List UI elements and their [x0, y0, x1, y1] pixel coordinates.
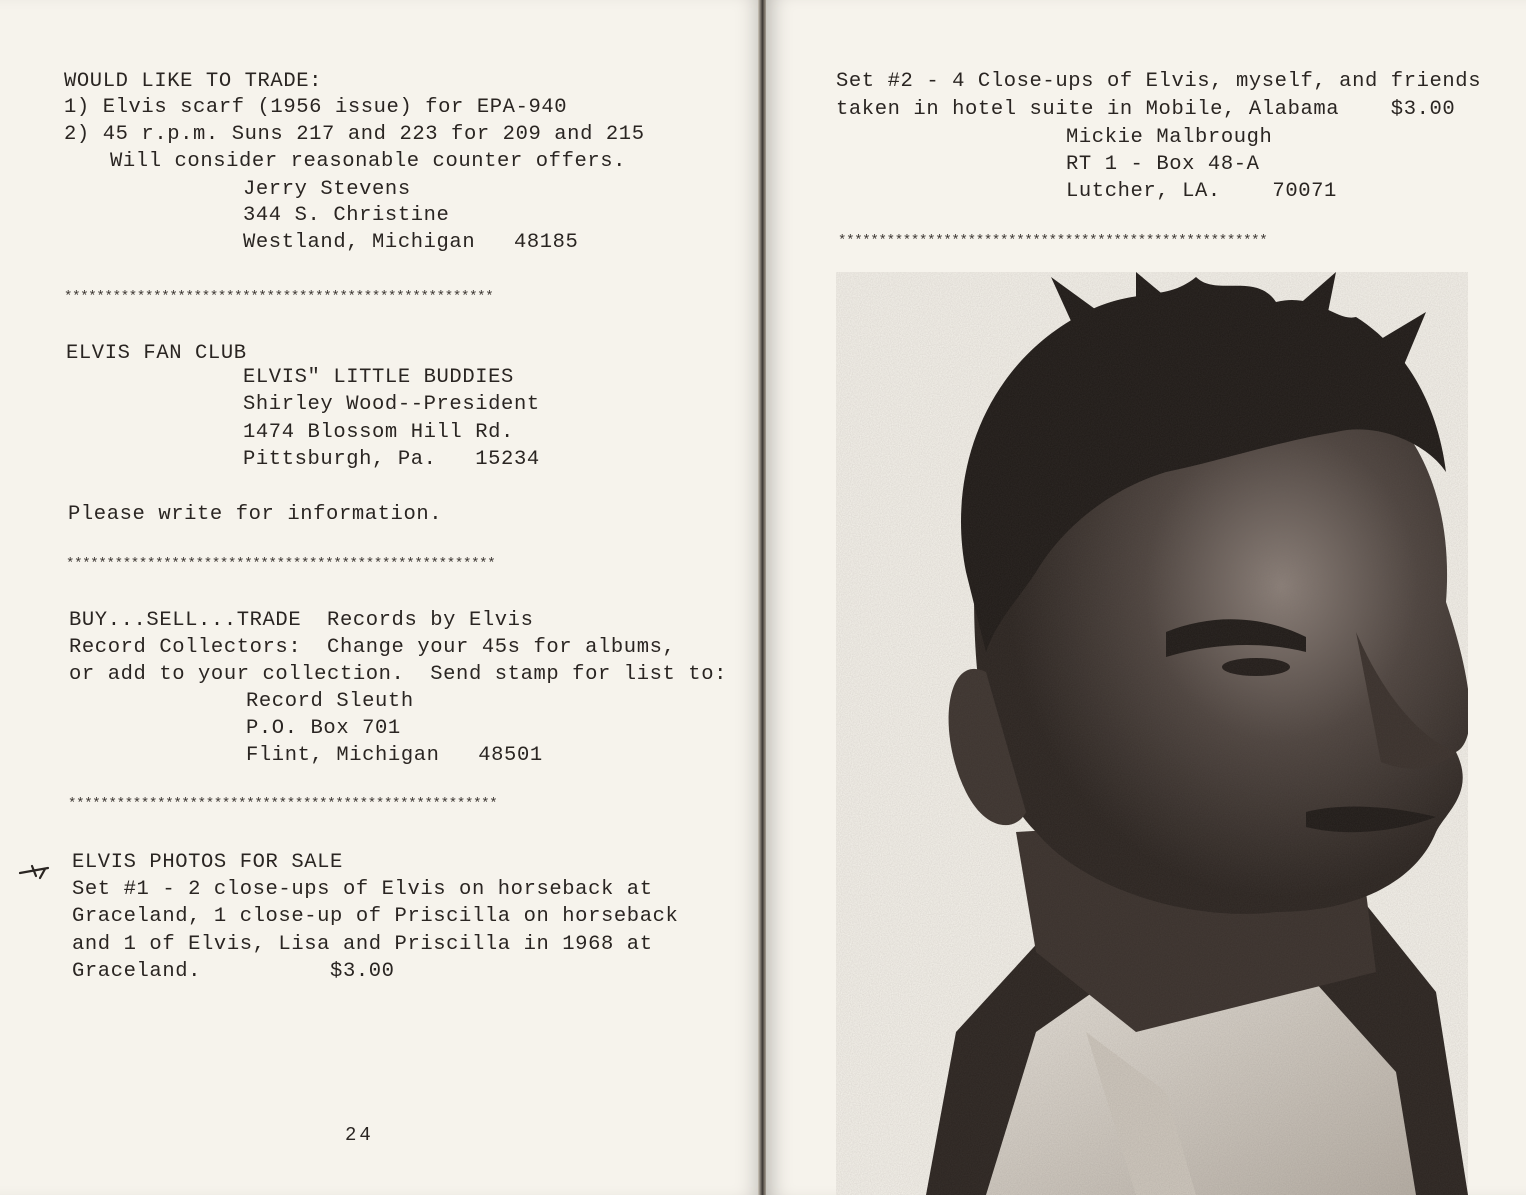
- photos-set1-line-3: and 1 of Elvis, Lisa and Priscilla in 1968 at: [72, 933, 653, 956]
- photos-set1-line-1: Set #1 - 2 close-ups of Elvis on horseback at: [72, 878, 653, 901]
- separator-2: *****************************************************: [66, 556, 496, 572]
- trade-contact-name: Jerry Stevens: [243, 178, 411, 201]
- set2-contact-box: RT 1 - Box 48-A: [1066, 153, 1260, 176]
- hand-drawn-arrow-icon: [18, 862, 52, 884]
- records-contact-city: Flint, Michigan 48501: [246, 744, 543, 767]
- fan-club-name: ELVIS" LITTLE BUDDIES: [243, 366, 514, 389]
- left-page: [0, 0, 762, 1195]
- separator-3: *****************************************************: [68, 796, 498, 812]
- fan-club-city: Pittsburgh, Pa. 15234: [243, 448, 540, 471]
- trade-heading: WOULD LIKE TO TRADE:: [64, 70, 323, 93]
- fan-club-heading: ELVIS FAN CLUB: [66, 342, 247, 365]
- photos-heading: ELVIS PHOTOS FOR SALE: [72, 851, 343, 874]
- records-contact-box: P.O. Box 701: [246, 717, 401, 740]
- photos-set1-line-4: Graceland. $3.00: [72, 960, 395, 983]
- page-number: 24: [345, 1124, 374, 1146]
- fan-club-president: Shirley Wood--President: [243, 393, 540, 416]
- separator-1: *****************************************************: [64, 289, 494, 305]
- set2-line-1: Set #2 - 4 Close-ups of Elvis, myself, and friends: [836, 70, 1482, 93]
- separator-right: *****************************************************: [838, 233, 1268, 249]
- trade-note: Will consider reasonable counter offers.: [110, 150, 627, 173]
- right-page: [766, 0, 1526, 1195]
- trade-contact-city: Westland, Michigan 48185: [243, 231, 579, 254]
- portrait-photo: [836, 272, 1468, 1195]
- trade-contact-street: 344 S. Christine: [243, 204, 450, 227]
- trade-item-2: 2) 45 r.p.m. Suns 217 and 223 for 209 and 215: [64, 123, 645, 146]
- set2-contact-city: Lutcher, LA. 70071: [1066, 180, 1337, 203]
- records-line-1: BUY...SELL...TRADE Records by Elvis: [69, 609, 534, 632]
- records-line-2: Record Collectors: Change your 45s for albums,: [69, 636, 676, 659]
- set2-contact-name: Mickie Malbrough: [1066, 126, 1273, 149]
- photos-set1-line-2: Graceland, 1 close-up of Priscilla on horseback: [72, 905, 679, 928]
- set2-line-2: taken in hotel suite in Mobile, Alabama $3.00: [836, 98, 1456, 121]
- trade-item-1: 1) Elvis scarf (1956 issue) for EPA-940: [64, 96, 568, 119]
- records-contact-name: Record Sleuth: [246, 690, 414, 713]
- fan-club-note: Please write for information.: [68, 503, 443, 526]
- records-line-3: or add to your collection. Send stamp for list to:: [69, 663, 728, 686]
- fan-club-street: 1474 Blossom Hill Rd.: [243, 421, 514, 444]
